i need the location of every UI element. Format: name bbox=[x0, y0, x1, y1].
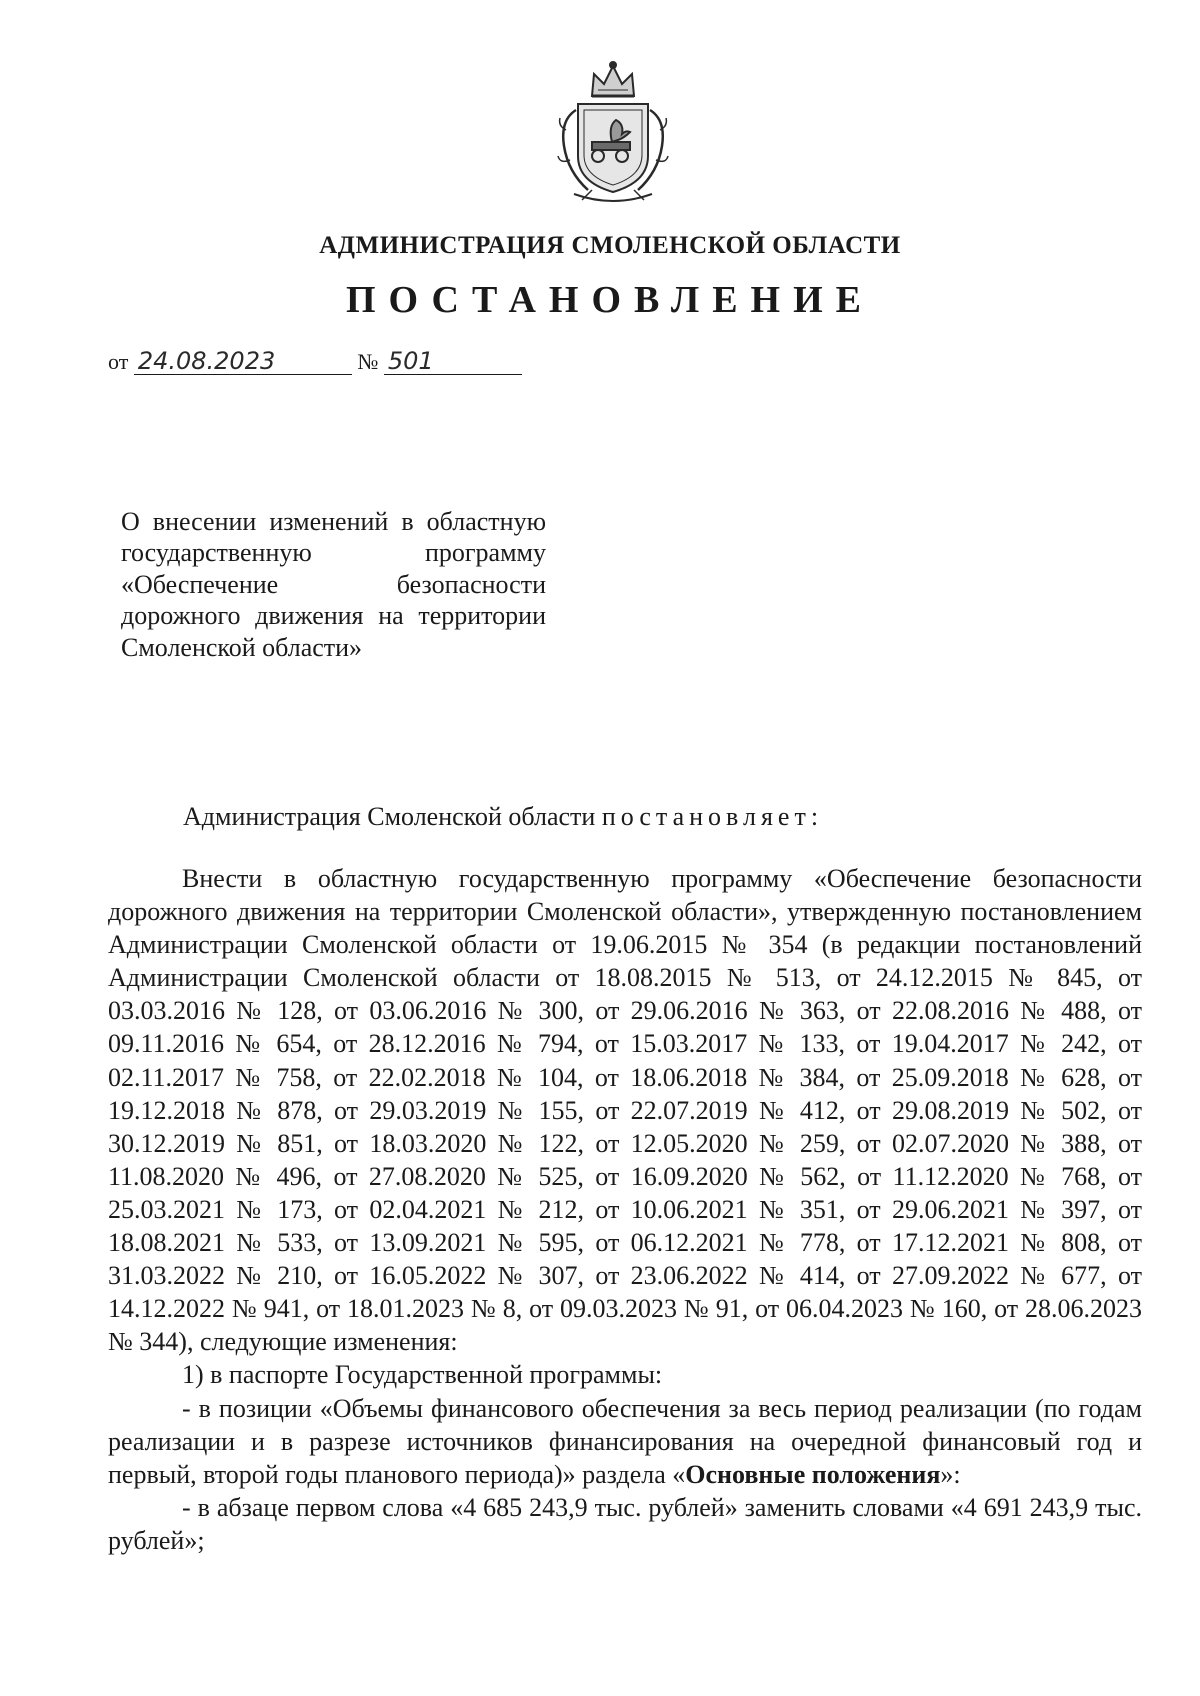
item-1: 1) в паспорте Государственной программы: bbox=[182, 1360, 663, 1390]
document-subject bbox=[121, 506, 546, 663]
item-1-sub-1-suffix: »: bbox=[940, 1459, 961, 1489]
registration-line bbox=[108, 348, 522, 375]
item-1-sub-1-prefix: - в позиции «Объемы финансового обеспечения за весь период реализации (по годам реализации и в разрезе источников финансирования на очередной финансовый год и первый, второй годы планового периода)» раздела « bbox=[108, 1393, 1142, 1489]
number-prefix: № bbox=[357, 349, 379, 374]
document-type-title: ПОСТАНОВЛЕНИЕ bbox=[345, 279, 875, 321]
item-1-sub-2: - в абзаце первом слова «4 685 243,9 тыс. рублей» заменить словами «4 691 243,9 тыс. рублей»; bbox=[108, 1492, 1142, 1555]
document-body bbox=[108, 862, 1142, 1557]
coat-of-arms-icon bbox=[552, 60, 674, 208]
handwritten-date: 24.08.2023 bbox=[134, 348, 352, 375]
item-1-sub-1-bold: Основные положения bbox=[685, 1459, 941, 1489]
handwritten-number: 501 bbox=[384, 348, 522, 375]
date-prefix: от bbox=[108, 349, 129, 374]
decree-line bbox=[0, 802, 1200, 832]
organization-title: АДМИНИСТРАЦИЯ СМОЛЕНСКОЙ ОБЛАСТИ bbox=[319, 232, 901, 259]
decree-verb: постановляет: bbox=[601, 802, 824, 831]
paragraph-1: Внести в областную государственную программу «Обеспечение безопасности дорожного движения на территории Смоленской области», утвержденную постановлением Администрации Смоленской области от 19.06.2015 № 354 (в редакции постановлений Администрации Смоленской области от 18.08.2015 № 513, от 24.12.2015 № 845, от 03.03.2016 № 128, от 03.06.2016 № 300, от 29.06.2016 № 363, от 22.08.2016 № 488, от 09.11.2016 № 654, от 28.12.2016 № 794, от 15.03.2017 № 133, от 19.04.2017 № 242, от 02.11.2017 № 758, от 22.02.2018 № 104, от 18.06.2018 № 384, от 25.09.2018 № 628, от 19.12.2018 № 878, от 29.03.2019 № 155, от 22.07.2019 № 412, от 29.08.2019 № 502, от 30.12.2019 № 851, от 18.03.2020 № 122, от 12.05.2020 № 259, от 02.07.2020 № 388, от 11.08.2020 № 496, от 27.08.2020 № 525, от 16.09.2020 № 562, от 11.12.2020 № 768, от 25.03.2021 № 173, от 02.04.2021 № 212, от 10.06.2021 № 351, от 29.06.2021 № 397, от 18.08.2021 № 533, от 13.09.2021 № 595, от 06.12.2021 № 778, от 17.12.2021 № 808, от 31.03.2022 № 210, от 16.05.2022 № 307, от 23.06.2022 № 414, от 27.09.2022 № 677, от 14.12.2022 № 941, от 18.01.2023 № 8, от 09.03.2023 № 91, от 06.04.2023 № 160, от 28.06.2023 № 344), следующие изменения: bbox=[108, 864, 1142, 1357]
subject-text: О внесении изменений в областную государственную программу «Обеспечение безопасности дорожного движения на территории Смоленской области» bbox=[121, 507, 546, 662]
decree-prefix: Администрация Смоленской области bbox=[183, 802, 602, 831]
item-1-sub-1 bbox=[108, 1392, 1142, 1491]
